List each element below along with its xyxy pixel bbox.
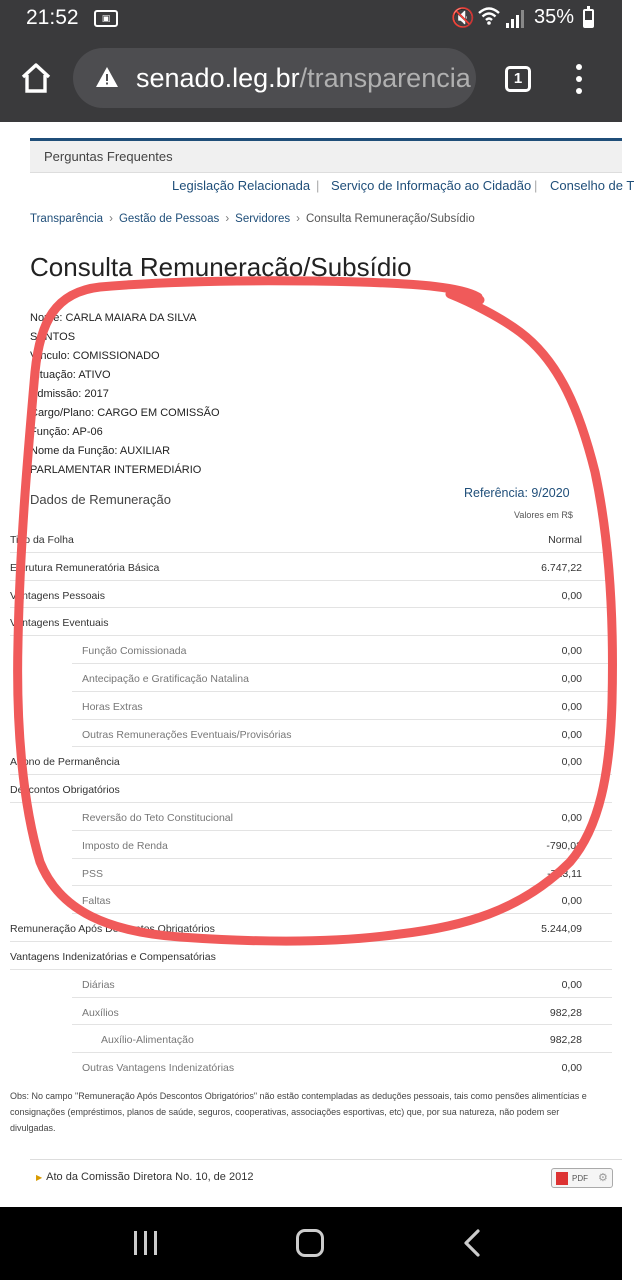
table-row (10, 775, 612, 803)
row-label: Vantagens Pessoais (10, 589, 105, 602)
table-row (72, 720, 612, 748)
battery-icon (583, 9, 594, 28)
servidor-cargo: Cargo/Plano: CARGO EM COMISSÃO (30, 407, 220, 419)
row-value: 0,00 (561, 645, 582, 658)
table-row (72, 859, 612, 887)
row-label: Estrutura Remuneratória Básica (10, 561, 160, 574)
pdf-button[interactable] (551, 1168, 613, 1188)
row-label: Tipo da Folha (10, 534, 74, 546)
page-content (0, 122, 634, 1207)
remuneracao-table (10, 525, 612, 1081)
table-row (10, 581, 612, 609)
row-label: Imposto de Renda (82, 839, 168, 852)
breadcrumb-current: Consulta Remuneração/Subsídio (305, 213, 475, 225)
row-value: 0,00 (561, 1062, 582, 1075)
faq-link[interactable]: Perguntas Frequentes (30, 141, 622, 173)
row-label: Antecipação e Gratificação Natalina (82, 672, 249, 685)
breadcrumb-gestao[interactable]: Gestão de Pessoas (118, 213, 220, 225)
table-row (10, 608, 612, 636)
subnav-legislacao[interactable]: Legislação Relacionada (172, 178, 311, 193)
more-menu-icon[interactable] (572, 64, 586, 94)
breadcrumb-separator: › (225, 213, 230, 225)
table-row (72, 636, 612, 664)
row-value: 0,00 (561, 728, 582, 741)
breadcrumb-transparencia[interactable]: Transparência (30, 213, 104, 225)
row-value: Normal (548, 534, 582, 546)
row-label: Faltas (82, 895, 111, 908)
row-label: Diárias (82, 978, 115, 991)
table-row (72, 998, 612, 1026)
sim-icon: ▣ (94, 10, 118, 27)
row-label: Reversão do Teto Constitucional (82, 811, 233, 824)
table-row (72, 970, 612, 998)
table-row (10, 525, 612, 553)
row-value: 982,28 (549, 1006, 582, 1019)
row-label: Auxílio-Alimentação (101, 1034, 194, 1047)
row-label: Outras Remunerações Eventuais/Provisórias (82, 728, 292, 741)
row-value: 0,00 (561, 589, 582, 602)
row-value: 982,28 (549, 1034, 582, 1047)
servidor-nome-funcao: Nome da Função: AUXILIAR (30, 445, 171, 457)
home-button-icon[interactable] (296, 1229, 324, 1257)
row-value: 0,00 (561, 700, 582, 713)
row-label: Abono de Permanência (10, 756, 120, 769)
ato-label: Ato da Comissão Diretora No. 10, de 2012 (46, 1171, 254, 1183)
servidor-admissao: Admissão: 2017 (30, 388, 109, 400)
table-row (72, 664, 612, 692)
subnav-conselho[interactable]: Conselho de T (550, 178, 634, 193)
subnav-separator: | (316, 178, 320, 193)
browser-toolbar (0, 38, 622, 122)
table-row (10, 747, 612, 775)
breadcrumb-servidores[interactable]: Servidores (235, 213, 291, 225)
breadcrumb-separator: › (109, 213, 113, 225)
back-icon[interactable] (462, 1229, 482, 1257)
table-row (72, 831, 612, 859)
url-bar[interactable] (73, 48, 476, 108)
currency-unit: Valores em R$ (514, 510, 573, 520)
table-row (10, 553, 612, 581)
page-title: Consulta Remuneração/Subsídio (30, 252, 412, 282)
table-row (72, 803, 612, 831)
ato-link[interactable] (36, 1171, 253, 1183)
servidor-nome: Nome: CARLA MAIARA DA SILVA (30, 312, 197, 324)
row-value: 5.244,09 (541, 923, 582, 936)
row-value: 0,00 (561, 978, 582, 991)
servidor-vinculo: Vínculo: COMISSIONADO (30, 350, 160, 362)
home-icon[interactable] (18, 60, 54, 96)
table-row (10, 914, 612, 942)
url-host: senado.leg.br (136, 63, 300, 93)
divider (30, 1159, 622, 1160)
section-title: Dados de Remuneração (30, 492, 171, 507)
row-label: Horas Extras (82, 700, 143, 713)
row-label: Descontos Obrigatórios (10, 784, 120, 797)
row-value: 0,00 (561, 756, 582, 769)
row-value: 0,00 (561, 895, 582, 908)
servidor-nome-cont: SANTOS (30, 331, 76, 343)
android-navbar (0, 1207, 622, 1280)
row-label: Vantagens Indenizatórias e Compensatórias (10, 950, 216, 963)
breadcrumb-separator: › (296, 213, 300, 225)
row-label: Outras Vantagens Indenizatórias (82, 1062, 235, 1075)
url-path: /transparencia (299, 63, 471, 93)
table-row (72, 1025, 612, 1053)
row-label: Auxílios (82, 1006, 119, 1019)
row-label: PSS (82, 867, 104, 880)
breadcrumb (30, 213, 475, 225)
url-text[interactable] (136, 63, 471, 94)
battery-percent: 35% (534, 6, 575, 28)
pdf-label: PDF (572, 1174, 588, 1183)
row-label: Função Comissionada (82, 645, 187, 658)
row-value: -790,02 (546, 839, 582, 852)
mute-icon: 🔇 (451, 8, 475, 29)
sub-navigation (0, 178, 634, 200)
gear-icon: ⚙ (598, 1172, 608, 1184)
servidor-funcao: Função: AP-06 (30, 426, 103, 438)
observacao: Obs: No campo "Remuneração Após Descontos Obrigatórios" não estão contempladas as deduções pessoais, tais como pensões alimentícias e consignações (empréstimos, planos de saúde, seguros, cooperativas, associações esportivas, etc) que, por sua natureza, não podem ser divulgadas. (10, 1091, 587, 1133)
row-value: 0,00 (561, 672, 582, 685)
table-row (10, 942, 612, 970)
servidor-info (30, 309, 220, 480)
status-bar (0, 0, 622, 38)
tab-count-button[interactable]: 1 (505, 66, 531, 92)
arrow-right-icon: ▶ (36, 1173, 43, 1182)
row-label: Vantagens Eventuais (10, 617, 109, 630)
wifi-icon (478, 6, 500, 31)
table-row (72, 692, 612, 720)
row-value: -713,11 (547, 867, 582, 880)
row-value: 6.747,22 (541, 561, 582, 574)
signal-icon (506, 10, 526, 28)
row-label: Remuneração Após Descontos Obrigatórios (10, 923, 215, 936)
status-time: 21:52 (26, 6, 79, 29)
subnav-sic[interactable]: Serviço de Informação ao Cidadão (331, 178, 532, 193)
referencia: Referência: 9/2020 (464, 486, 570, 500)
pdf-icon (556, 1172, 568, 1185)
table-row (72, 886, 612, 914)
recent-apps-icon[interactable] (134, 1231, 160, 1255)
table-row (72, 1053, 612, 1081)
warning-icon[interactable] (95, 65, 119, 89)
servidor-situacao: Situação: ATIVO (30, 369, 111, 381)
subnav-separator: | (534, 178, 538, 193)
row-value: 0,00 (561, 811, 582, 824)
servidor-nome-funcao-cont: PARLAMENTAR INTERMEDIÁRIO (30, 464, 202, 476)
